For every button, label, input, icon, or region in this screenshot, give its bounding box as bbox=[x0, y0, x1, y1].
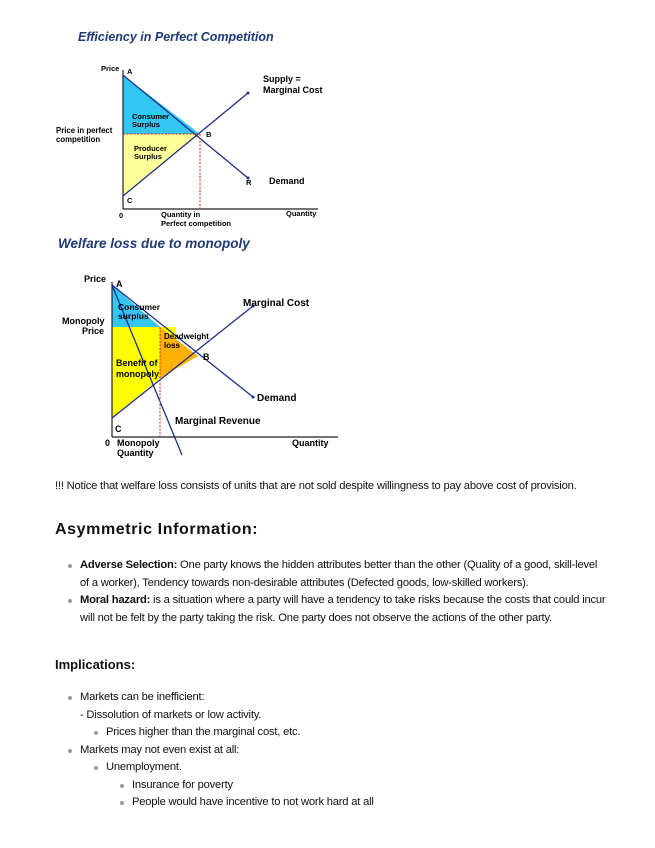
quantity-label-1: Quantity in bbox=[161, 210, 201, 219]
implication-inefficient: Markets can be inefficient: bbox=[80, 691, 205, 703]
monopoly-price-label-2: Price bbox=[82, 326, 105, 336]
adverse-selection-text: One party knows the hidden attributes better than the other (Quality of a good, skill-level of a worker), Tendency towards non-desirable attributes (Defected goods, low-skilled workers). bbox=[80, 559, 598, 589]
price-axis-label: Price bbox=[101, 64, 120, 73]
point-b-label: B bbox=[206, 130, 212, 139]
deadweight-loss-label-1: Deadweight bbox=[164, 332, 209, 341]
price-axis-label: Price bbox=[84, 274, 107, 284]
point-a-label: A bbox=[116, 279, 123, 289]
producer-surplus-label-1: Producer bbox=[134, 144, 167, 153]
list-item: Prices higher than the marginal cost, etc. bbox=[92, 724, 606, 742]
marginal-cost-label: Marginal Cost bbox=[243, 298, 310, 309]
benefit-label-2: monopoly bbox=[116, 369, 159, 379]
consumer-surplus-label-2: surplus bbox=[118, 311, 149, 321]
supply-label-1: Supply = bbox=[263, 74, 301, 84]
asymmetric-information-heading: Asymmetric Information: bbox=[55, 521, 259, 538]
monopoly-quantity-label-1: Monopoly bbox=[117, 438, 160, 448]
benefit-label-1: Benefit of bbox=[116, 358, 158, 368]
origin-label: 0 bbox=[119, 211, 124, 220]
implication-markets-missing: Markets may not even exist at all: bbox=[80, 743, 240, 756]
point-c-label: C bbox=[127, 196, 133, 205]
point-r-label: R bbox=[246, 178, 252, 187]
list-item bbox=[66, 557, 606, 592]
point-c-label: C bbox=[115, 424, 122, 434]
implication-dissolution: - Dissolution of markets or low activity. bbox=[80, 708, 262, 721]
list-item: People would have incentive to not work hard at all bbox=[118, 794, 606, 812]
implications-heading: Implications: bbox=[55, 657, 136, 672]
consumer-surplus-label-1: Consumer bbox=[132, 112, 170, 121]
producer-surplus-label-2: Surplus bbox=[134, 152, 162, 161]
implications-list bbox=[66, 689, 606, 812]
price-level-label-1: Price in perfect bbox=[56, 126, 113, 135]
origin-label: 0 bbox=[105, 438, 111, 448]
list-item: Insurance for poverty bbox=[118, 777, 606, 795]
implication-unemployment: Unemployment. bbox=[106, 761, 182, 773]
adverse-selection-term: Adverse Selection: bbox=[80, 559, 178, 571]
monopoly-price-label-1: Monopoly bbox=[62, 316, 105, 326]
quantity-label-2: Perfect competition bbox=[161, 219, 232, 228]
quantity-axis-label: Quantity bbox=[292, 438, 329, 448]
list-item bbox=[92, 759, 606, 812]
figure2-title: Welfare loss due to monopoly bbox=[58, 236, 250, 251]
supply-label-2: Marginal Cost bbox=[263, 85, 323, 95]
asymmetric-info-list bbox=[66, 557, 606, 627]
demand-label: Demand bbox=[269, 176, 305, 186]
monopoly-quantity-label-2: Quantity bbox=[117, 448, 154, 458]
marginal-revenue-label: Marginal Revenue bbox=[175, 416, 261, 427]
price-level-label-2: competition bbox=[56, 135, 101, 144]
welfare-loss-note: !!! Notice that welfare loss consists of units that are not sold despite willingness to pay above cost of provision. bbox=[55, 480, 577, 492]
deadweight-loss-label-2: loss bbox=[164, 341, 181, 350]
point-b-label: B bbox=[203, 352, 210, 362]
figure1-title: Efficiency in Perfect Competition bbox=[78, 30, 274, 44]
consumer-surplus-label-2: Surplus bbox=[132, 120, 160, 129]
moral-hazard-term: Moral hazard: bbox=[80, 594, 151, 606]
quantity-axis-label: Quantity bbox=[286, 209, 317, 218]
list-item bbox=[66, 742, 606, 812]
list-item bbox=[66, 592, 606, 627]
moral-hazard-text: is a situation where a party will have a tendency to take risks because the costs that could incur will not be felt by the party taking the risk. One party does not observe the actions of the other party. bbox=[80, 594, 606, 624]
demand-label: Demand bbox=[257, 393, 297, 404]
list-item bbox=[66, 689, 606, 742]
point-a-label: A bbox=[127, 67, 133, 76]
consumer-surplus-label-1: Consumer bbox=[118, 302, 161, 312]
